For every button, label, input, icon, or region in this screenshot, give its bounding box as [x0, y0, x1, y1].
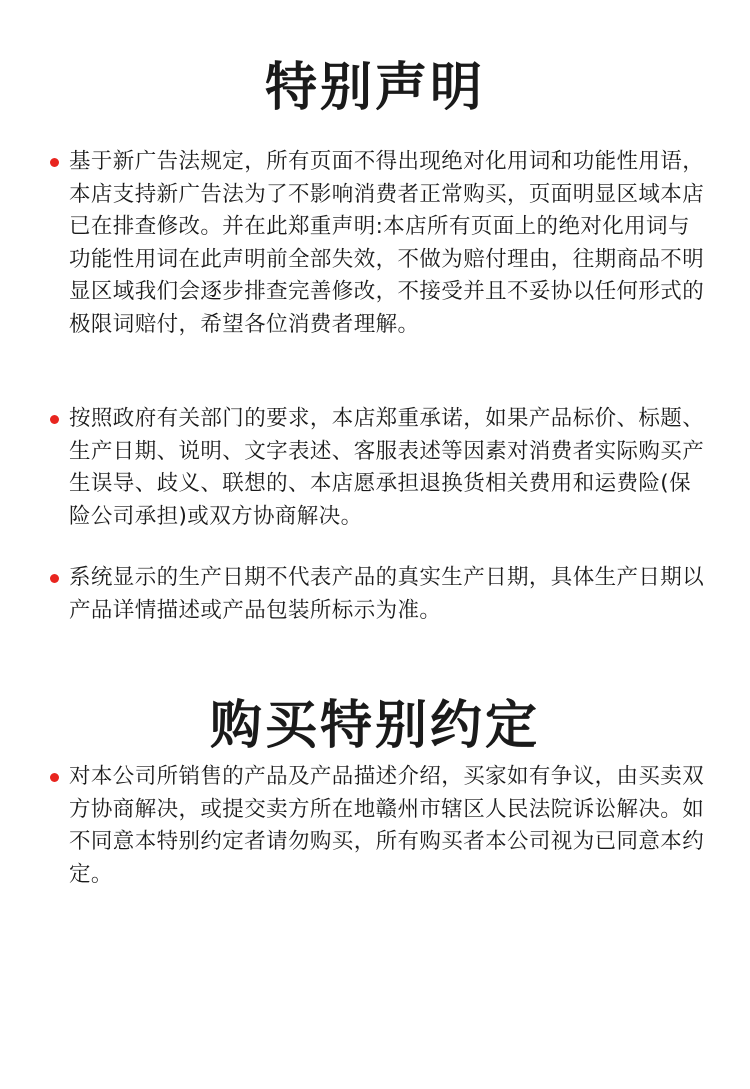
statement-item-1: [50, 146, 710, 342]
statement-item-2: [50, 403, 710, 533]
statement-text-1: 基于新广告法规定，所有页面不得出现绝对化用词和功能性用语，本店支持新广告法为了不影响消费者正常购买，页面明显区域本店已在排查修改。并在此郑重声明:本店所有页面上的绝对化用词与功能性用词在此声明前全部失效，不做为赔付理由，往期商品不明显区域我们会逐步排查完善修改，不接受并且不妥协以任何形式的极限词赔付，希望各位消费者理解。: [69, 149, 705, 337]
agreement-item-1: [50, 761, 710, 891]
bullet-dot-icon: [50, 574, 59, 583]
statement-text-3: 系统显示的生产日期不代表产品的真实生产日期，具体生产日期以产品详情描述或产品包装所标示为准。: [69, 565, 705, 623]
bullet-dot-icon: [50, 415, 59, 424]
statement-text-2: 按照政府有关部门的要求，本店郑重承诺，如果产品标价、标题、生产日期、说明、文字表述、客服表述等因素对消费者实际购买产生误导、歧义、联想的、本店愿承担退换货相关费用和运费险(保险公司承担)或双方协商解决。: [69, 406, 705, 529]
bullet-dot-icon: [50, 773, 59, 782]
special-statement-title: 特别声明: [264, 58, 485, 118]
bullet-dot-icon: [50, 158, 59, 167]
agreement-text-1: 对本公司所销售的产品及产品描述介绍，买家如有争议，由买卖双方协商解决，或提交卖方所在地赣州市辖区人民法院诉讼解决。如不同意本特别约定者请勿购买，所有购买者本公司视为已同意本约定。: [69, 764, 705, 887]
purchase-agreement-title: 购买特别约定: [209, 696, 540, 756]
statement-item-3: [50, 562, 710, 627]
